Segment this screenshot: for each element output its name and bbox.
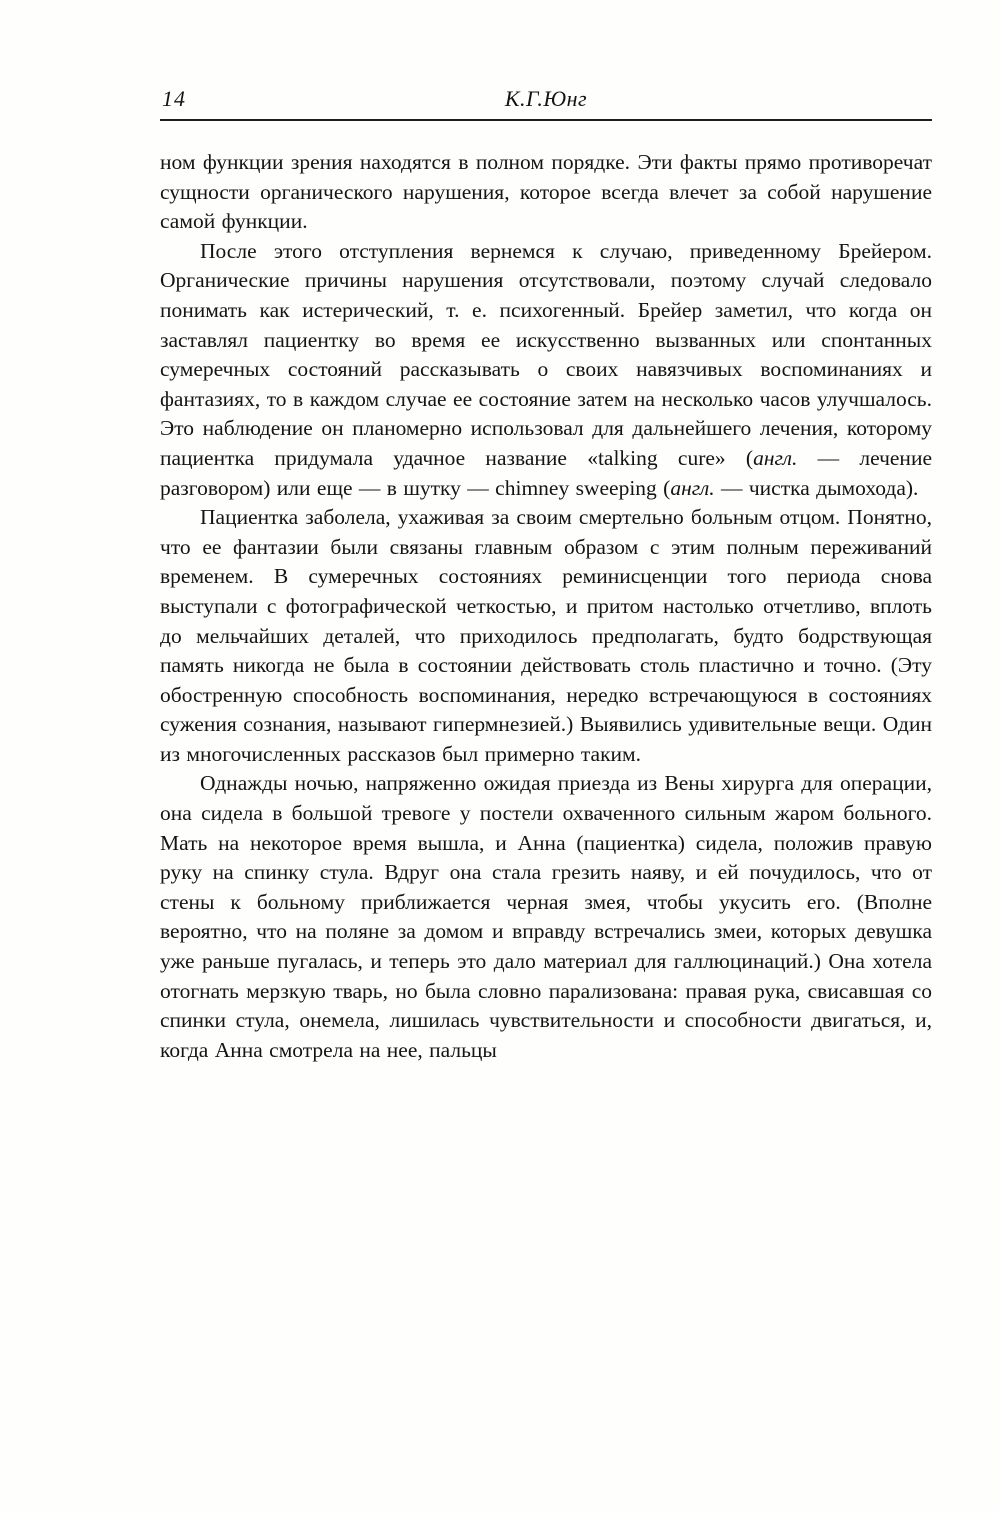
text-run: Однажды ночью, напряженно ожидая приезда из Вены хирурга для операции, она сидела в большой тревоге у постели охваченного сильным жаром больного. Мать на некоторое время вышла, и Анна (пациентка) сидела, положив правую руку на спинку стула. Вдруг она стала грезить наяву, и ей почудилось, что от стены к больному приближается черная змея, чтобы укусить его. (Вполне вероятно, что на поляне за домом и вправду встречались змеи, которых девушка уже раньше пугалась, и теперь это дало материал для галлюцинаций.) Она хотела отогнать мерзкую тварь, но была словно парализована: правая рука, свисавшая со спинки стула, онемела, лишилась чувствительности и способности двигаться, и, когда Анна смотрела на нее, пальцы [160,771,932,1062]
text-run-italic: англ. [753,445,798,470]
paragraph [160,237,932,503]
text-run-italic: англ. [670,475,715,500]
text-run: — лечение разговором) или еще — в шутку — chimney sweeping ( [160,445,932,500]
paragraph [160,503,932,769]
header-rule [160,119,932,121]
text-run: Пациентка заболела, ухаживая за своим смертельно больным отцом. Понятно, что ее фантазии были связаны главным образом с этим полным переживаний временем. В сумеречных состояниях реминисценции того периода снова выступали с фотографической четкостью, и притом настолько отчетливо, вплоть до мельчайших деталей, что приходилось предполагать, будто бодрствующая память никогда не была в состоянии действовать столь пластично и точно. (Эту обостренную способность воспоминания, нередко встречающуюся в состояниях сужения сознания, называют гипермнезией.) Выявились удивительные вещи. Один из многочисленных рассказов был примерно таким. [160,505,932,766]
page-content [160,86,932,1065]
text-run: ном функции зрения находятся в полном порядке. Эти факты прямо противоречат сущности органического нарушения, которое всегда влечет за собой нарушение самой функции. [160,150,932,234]
running-title: К.Г.Юнг [504,86,588,111]
page-number: 14 [162,86,186,111]
running-head [160,86,932,116]
page-body [160,148,932,1065]
text-run: — чистка дымохода). [714,475,919,500]
paragraph [160,769,932,1065]
paragraph [160,148,932,237]
text-run: После этого отступления вернемся к случаю, приведенному Брейером. Органические причины нарушения отсутствовали, поэтому случай следовало понимать как истерический, т. е. психогенный. Брейер заметил, что когда он заставлял пациентку во время ее искусственно вызванных или спонтанных сумеречных состояний рассказывать о своих навязчивых воспоминаниях и фантазиях, то в каждом случае ее состояние затем на несколько часов улучшалось. Это наблюдение он планомерно использовал для дальнейшего лечения, которому пациентка придумала удачное название «talking cure» ( [160,238,932,470]
